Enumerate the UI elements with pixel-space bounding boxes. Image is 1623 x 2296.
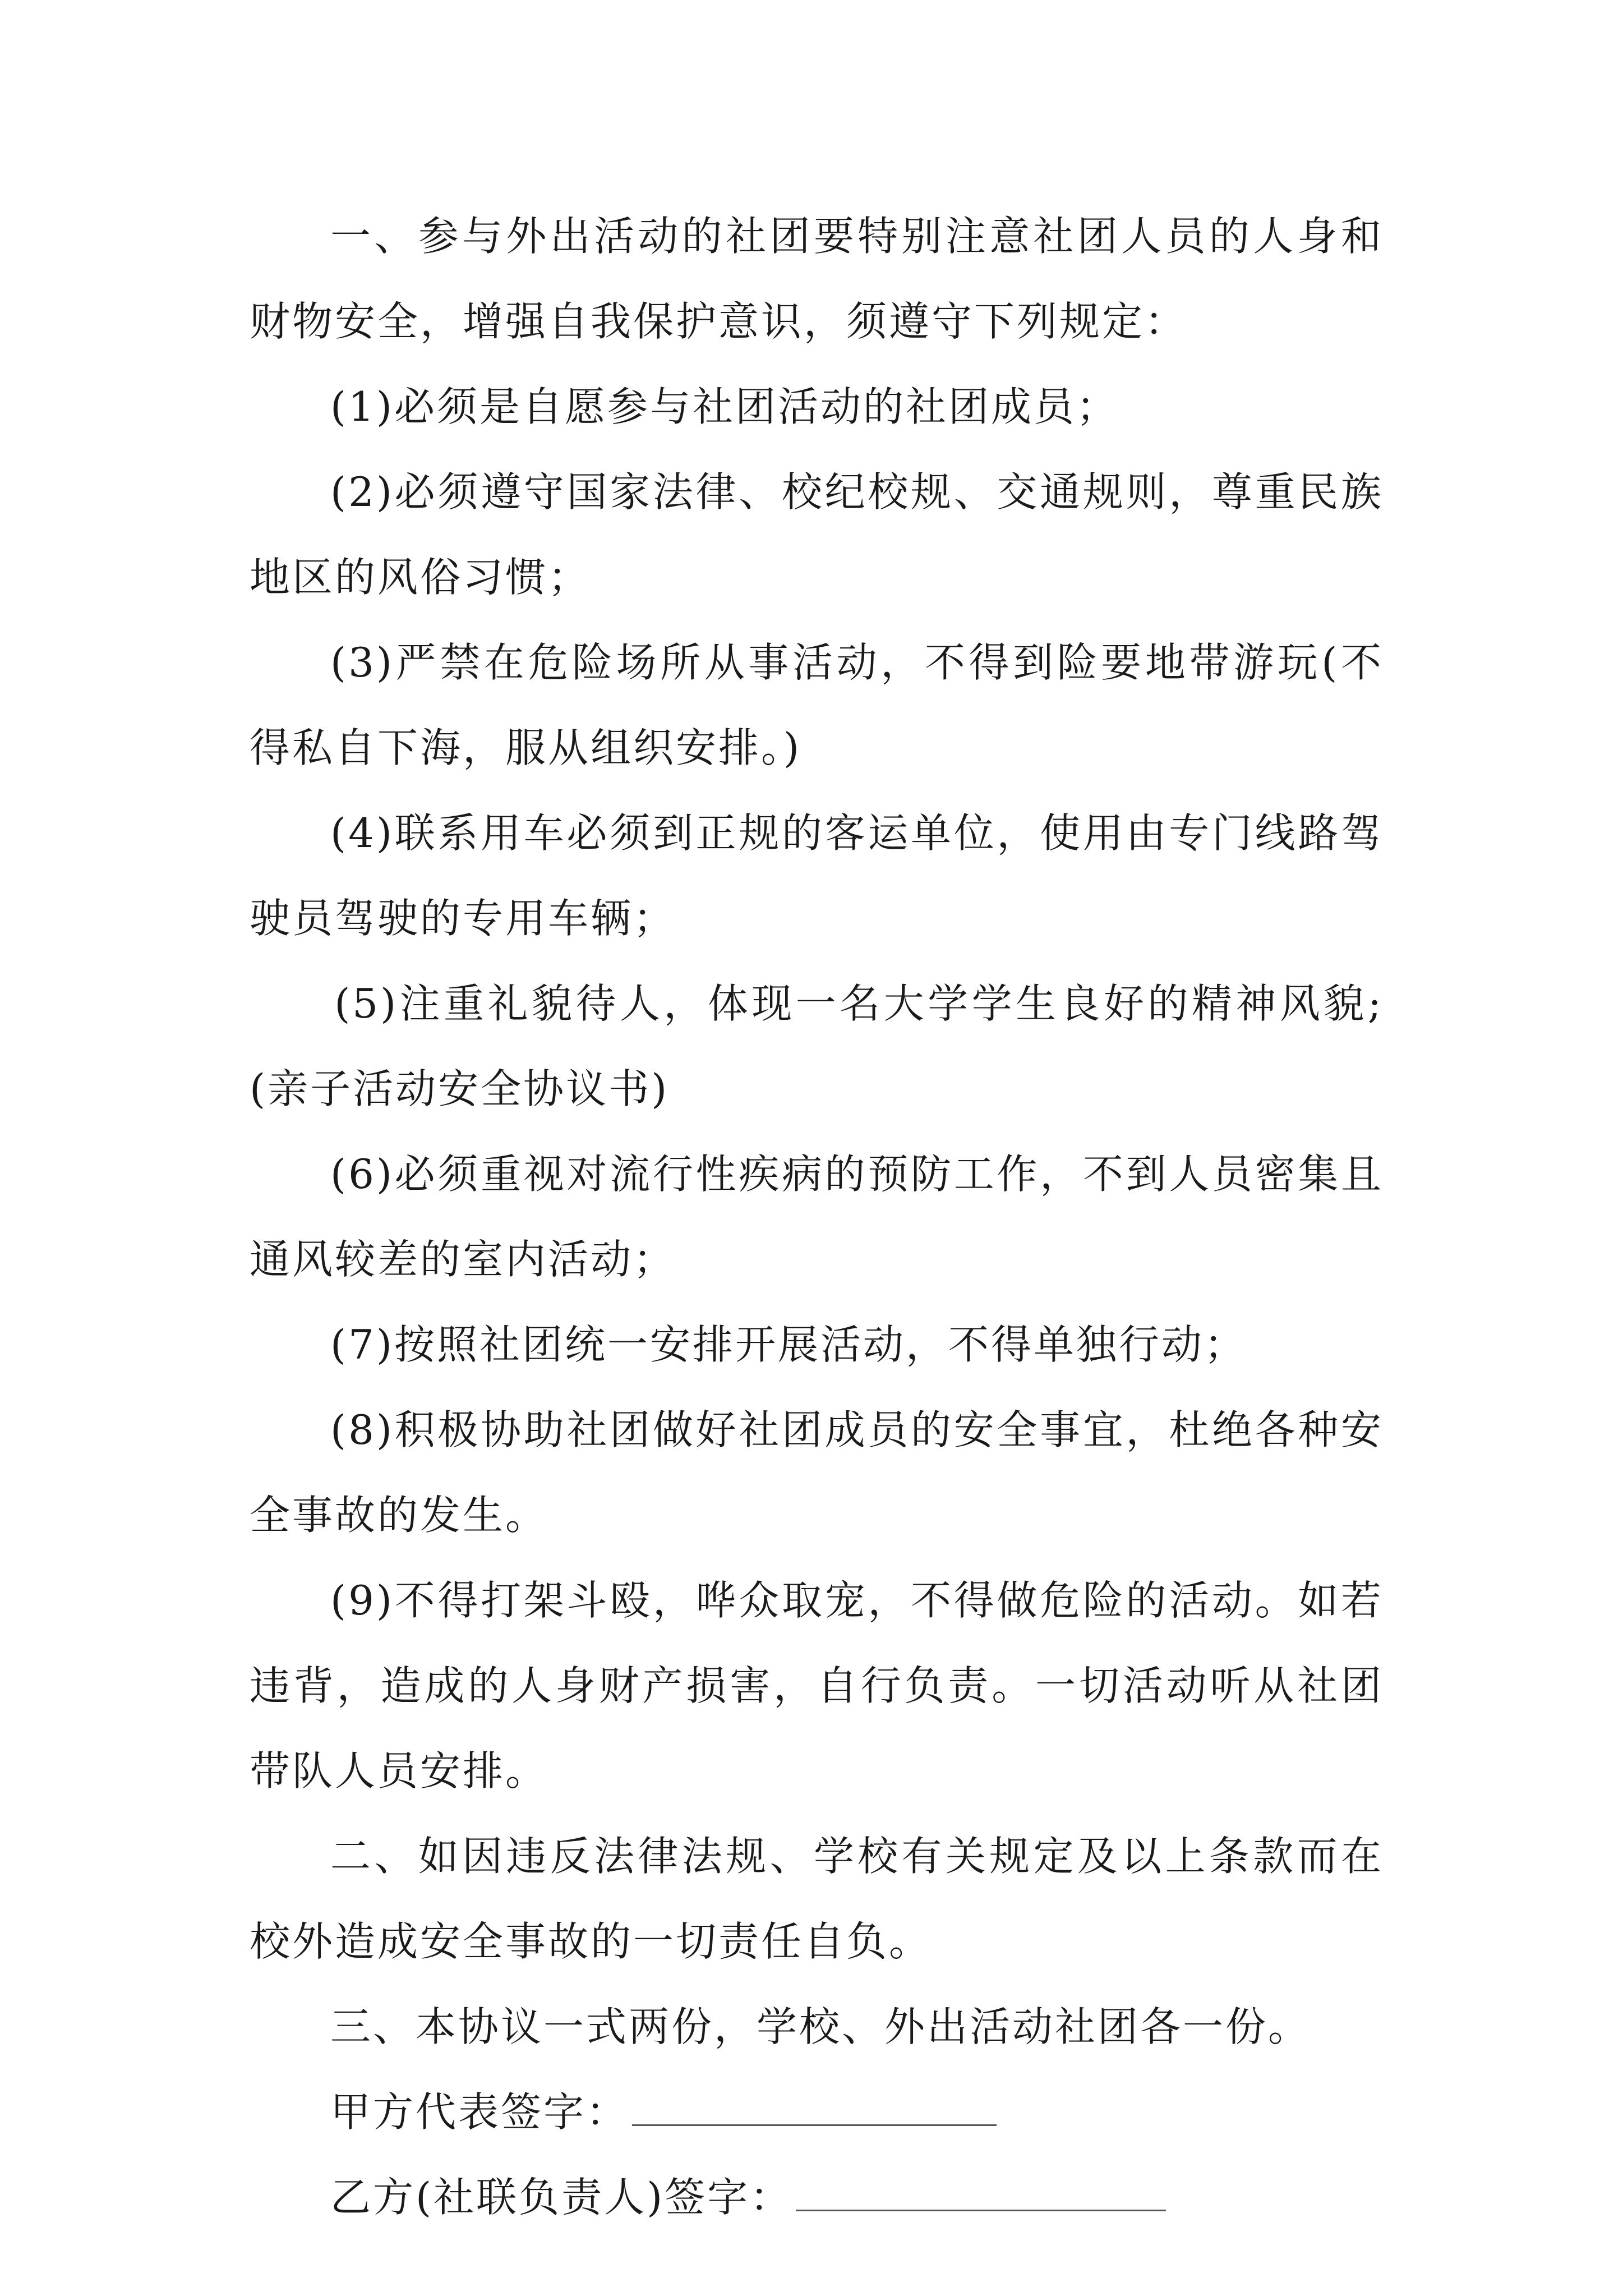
rule-2: (2)必须遵守国家法律、校纪校规、交通规则，尊重民族地区的风俗习惯； bbox=[250, 468, 1384, 601]
party-a-signature-row bbox=[250, 2069, 1384, 2155]
party-b-signature-label: 乙方(社联负责人)签字： bbox=[330, 2174, 793, 2221]
rule-8: (8)积极协助社团做好社团成员的安全事宜，杜绝各种安全事故的发生。 bbox=[250, 1406, 1384, 1539]
rule-3: (3)严禁在危险场所从事活动，不得到险要地带游玩(不得私自下海，服从组织安排。) bbox=[250, 639, 1384, 771]
rule-1: (1)必须是自愿参与社团活动的社团成员； bbox=[330, 383, 1119, 430]
party-b-signature-field[interactable] bbox=[796, 2204, 1166, 2211]
party-a-signature-field[interactable] bbox=[632, 2119, 997, 2126]
rule-7: (7)按照社团统一安排开展活动，不得单独行动； bbox=[330, 1321, 1247, 1368]
party-a-signature-label: 甲方代表签字： bbox=[330, 2088, 629, 2136]
rule-5: (5)注重礼貌待人，体现一名大学学生良好的精神风貌;(亲子活动安全协议书) bbox=[250, 980, 1384, 1112]
clause-3: 三、本协议一式两份，学校、外出活动社团各一份。 bbox=[330, 2003, 1311, 2050]
agreement-body bbox=[250, 194, 1384, 2240]
rule-6: (6)必须重视对流行性疾病的预防工作，不到人员密集且通风较差的室内活动； bbox=[250, 1151, 1384, 1283]
clause-1: 一、参与外出活动的社团要特别注意社团人员的人身和财物安全，增强自我保护意识，须遵守下列规定： bbox=[250, 213, 1384, 345]
rule-4: (4)联系用车必须到正规的客运单位，使用由专门线路驾驶员驾驶的专用车辆； bbox=[250, 809, 1384, 942]
party-b-signature-row bbox=[250, 2155, 1384, 2240]
rule-9: (9)不得打架斗殴，哗众取宠，不得做危险的活动。如若违背，造成的人身财产损害，自行负责。一切活动听从社团带队人员安排。 bbox=[250, 1577, 1384, 1795]
clause-2: 二、如因违反法律法规、学校有关规定及以上条款而在校外造成安全事故的一切责任自负。 bbox=[250, 1833, 1384, 1965]
